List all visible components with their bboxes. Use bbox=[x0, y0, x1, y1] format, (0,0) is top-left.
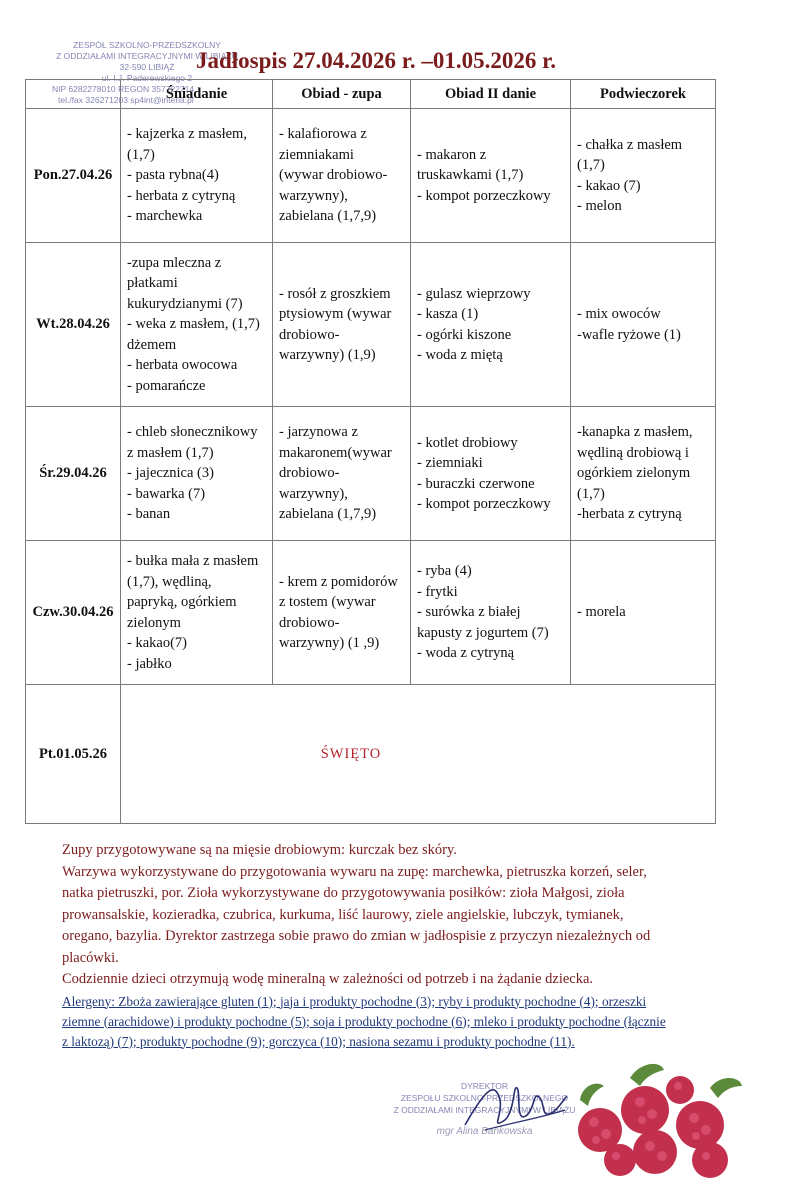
menu-item-line: warzywny), bbox=[279, 485, 348, 502]
soup-cell bbox=[273, 407, 411, 541]
day-cell: Czw.30.04.26 bbox=[26, 541, 121, 685]
snack-cell bbox=[571, 243, 716, 407]
header-breakfast: Śniadanie bbox=[121, 80, 273, 109]
table-row bbox=[26, 541, 716, 685]
menu-item-line: - ryba (4) bbox=[417, 563, 472, 580]
menu-item-line: -kanapka z masłem, bbox=[577, 424, 693, 441]
menu-item-line: (1,7), wędliną, bbox=[127, 573, 212, 590]
menu-item-line: - kalafiorowa z bbox=[279, 126, 367, 143]
menu-item-line: - woda z miętą bbox=[417, 347, 503, 363]
menu-item-line: - krem z pomidorów bbox=[279, 573, 398, 590]
menu-item-line: makaronem(wywar bbox=[279, 444, 392, 461]
menu-item-line: - makaron z bbox=[417, 146, 487, 163]
menu-item-line: - bułka mała z masłem bbox=[127, 553, 259, 569]
menu-item-line: - jabłko bbox=[127, 655, 172, 672]
table-row bbox=[26, 243, 716, 407]
menu-item-line: - weka z masłem, (1,7) bbox=[127, 316, 260, 333]
menu-item-line: truskawkami (1,7) bbox=[417, 167, 524, 184]
snack-cell bbox=[571, 109, 716, 243]
menu-item-line: ogórkiem zielonym bbox=[577, 465, 691, 482]
main-course-cell bbox=[411, 407, 571, 541]
stamp-line: 32-590 LIBIĄŻ bbox=[119, 62, 175, 72]
menu-item-line: z masłem (1,7) bbox=[127, 444, 214, 461]
day-cell: Pt.01.05.26 bbox=[26, 685, 121, 824]
menu-item-line: kapusty z jogurtem (7) bbox=[417, 624, 549, 641]
snack-cell bbox=[571, 407, 716, 541]
menu-item-line: - kajzerka z masłem, bbox=[127, 126, 247, 143]
director-stamp-line: ZESPOŁU SZKOLNO-PRZEDSZKOLNEGO bbox=[400, 1093, 569, 1103]
table-row-holiday bbox=[26, 685, 716, 824]
menu-item-line: - chałka z masłem bbox=[577, 136, 683, 153]
breakfast-cell bbox=[121, 243, 273, 407]
header-soup: Obiad - zupa bbox=[273, 80, 411, 109]
notes bbox=[62, 840, 667, 1052]
menu-item-line: (1,7) bbox=[577, 485, 605, 502]
menu-item-line: - kasza (1) bbox=[417, 306, 479, 322]
header-snack: Podwieczorek bbox=[571, 80, 716, 109]
menu-item-line: - bawarka (7) bbox=[127, 485, 206, 502]
menu-item-line: drobiowo- bbox=[279, 614, 340, 631]
header-main-course: Obiad II danie bbox=[411, 80, 571, 109]
menu-item-line: zielonym bbox=[127, 614, 181, 631]
menu-item-line: - kompot porzeczkowy bbox=[417, 496, 551, 512]
main-course-cell bbox=[411, 541, 571, 685]
menu-item-line: drobiowo- bbox=[279, 326, 340, 343]
stamp-line: tel./fax 326271203 sp4int@interia.pl bbox=[58, 95, 194, 105]
menu-item-line: - herbata owocowa bbox=[127, 357, 238, 374]
menu-item-line: wędliną drobiową i bbox=[577, 444, 689, 461]
breakfast-cell bbox=[121, 541, 273, 685]
stamp-line: Z ODDZIAŁAMI INTEGRACYJNYMI W LIBIĄŻU bbox=[56, 51, 238, 61]
stamp-line: NIP 6282278010 REGON 357722714 bbox=[52, 84, 195, 94]
menu-item-line: - buraczki czerwone bbox=[417, 475, 535, 492]
menu-item-line: ziemniakami bbox=[279, 146, 354, 163]
menu-item-line: - jarzynowa z bbox=[279, 424, 358, 441]
stamp-line: ul. I.J. Paderewskiego 2 bbox=[101, 73, 193, 83]
menu-item-line: - herbata z cytryną bbox=[127, 187, 236, 204]
menu-item-line: płatkami bbox=[127, 275, 178, 292]
table-row bbox=[26, 407, 716, 541]
note-ingredients: Warzywa wykorzystywane do przygotowania wywaru na zupę: marchewka, pietruszka korzeń, seler, natka pietruszki, por. Zioła wykorzystywane do przygotowywania posiłków: zioła Małgosi, zioła prowansalskie, kozieradka, czubrica, kurkuma, liść laurowy, ziele angielskie, lubczyk, tymianek, oregano, bazylia. Dyrektor zastrzega sobie prawo do zmian w jadłospisie z przyczyn niezależnych od placówki. bbox=[62, 863, 651, 966]
menu-item-line: -wafle ryżowe (1) bbox=[577, 326, 681, 343]
note-soups: Zupy przygotowywane są na mięsie drobiowym: kurczak bez skóry. bbox=[62, 842, 457, 858]
menu-item-line: -herbata z cytryną bbox=[577, 506, 682, 523]
menu-item-line: (1,7) bbox=[577, 157, 605, 173]
menu-item-line: ptysiowym (wywar bbox=[279, 306, 392, 322]
snack-cell bbox=[571, 541, 716, 685]
menu-item-line: - melon bbox=[577, 198, 622, 214]
menu-item-line: papryką, ogórkiem bbox=[127, 594, 237, 610]
menu-item-line: - jajecznica (3) bbox=[127, 465, 214, 482]
menu-item-line: - surówka z białej bbox=[417, 604, 521, 621]
menu-title: Jadłospis 27.04.2026 r. –01.05.2026 r. bbox=[196, 48, 556, 73]
main-course-cell bbox=[411, 243, 571, 407]
menu-item-line: - frytki bbox=[417, 583, 458, 600]
table-row bbox=[26, 109, 716, 243]
menu-item-line: - kakao(7) bbox=[127, 635, 187, 651]
day-cell: Śr.29.04.26 bbox=[26, 407, 121, 541]
menu-item-line: - rosół z groszkiem bbox=[279, 285, 391, 302]
header-day bbox=[26, 80, 121, 109]
menu-item-line: zabielana (1,7,9) bbox=[279, 506, 377, 523]
menu-item-line: - morela bbox=[577, 604, 626, 621]
menu-item-line: warzywny), bbox=[279, 187, 348, 204]
soup-cell bbox=[273, 109, 411, 243]
menu-item-line: - mix owoców bbox=[577, 306, 661, 322]
signature-icon bbox=[455, 1070, 575, 1140]
menu-item-line: warzywny) (1,9) bbox=[279, 347, 376, 363]
allergens-list: Alergeny: Zboża zawierające gluten (1); jaja i produkty pochodne (3); ryby i produkty pochodne (4); orzeszki ziemne (arachidowe) i produkty pochodne (5); soja i produkty pochodne (6); mleko i produkty pochodne (łącznie z laktozą) (7); produkty pochodne (9); gorczyca (10); nasiona sezamu i produkty pochodne (11). bbox=[62, 993, 666, 1049]
menu-item-line: - banan bbox=[127, 506, 171, 523]
menu-item-line: z tostem (wywar bbox=[279, 594, 376, 610]
menu-item-line: dżemem bbox=[127, 336, 177, 353]
menu-item-line: drobiowo- bbox=[279, 465, 340, 482]
menu-item-line: - gulasz wieprzowy bbox=[417, 285, 531, 302]
raspberry-icon bbox=[560, 1060, 750, 1180]
menu-item-line: warzywny) (1 ,9) bbox=[279, 635, 380, 651]
menu-item-line: - pomarańcze bbox=[127, 377, 206, 394]
menu-item-line: - kompot porzeczkowy bbox=[417, 187, 551, 204]
menu-item-line: -zupa mleczna z bbox=[127, 254, 222, 271]
holiday-label: ŚWIĘTO bbox=[121, 685, 716, 824]
menu-item-line: (1,7) bbox=[127, 146, 155, 163]
stamp-line: ZESPÓŁ SZKOLNO-PRZEDSZKOLNY bbox=[73, 40, 221, 50]
menu-item-line: - pasta rybna(4) bbox=[127, 167, 219, 184]
header-row bbox=[26, 80, 716, 109]
day-cell: Wt.28.04.26 bbox=[26, 243, 121, 407]
menu-item-line: - woda z cytryną bbox=[417, 645, 515, 662]
breakfast-cell bbox=[121, 109, 273, 243]
director-stamp-line: Z ODDZIAŁAMI INTEGRACYJNYMI W LIBIĄŻU bbox=[393, 1105, 576, 1115]
menu-item-line: - ziemniaki bbox=[417, 455, 483, 471]
breakfast-cell bbox=[121, 407, 273, 541]
soup-cell bbox=[273, 243, 411, 407]
menu-item-line: - kotlet drobiowy bbox=[417, 434, 518, 451]
note-water: Codziennie dzieci otrzymują wodę mineralną w zależności od potrzeb i na żądanie dziecka. bbox=[62, 971, 594, 987]
menu-table bbox=[25, 79, 716, 824]
main-course-cell bbox=[411, 109, 571, 243]
menu-item-line: - marchewka bbox=[127, 208, 203, 225]
soup-cell bbox=[273, 541, 411, 685]
menu-item-line: zabielana (1,7,9) bbox=[279, 208, 377, 225]
menu-item-line: (wywar drobiowo- bbox=[279, 167, 388, 184]
director-name: mgr Alina Bańkowska bbox=[436, 1126, 533, 1137]
day-cell: Pon.27.04.26 bbox=[26, 109, 121, 243]
menu-item-line: - ogórki kiszone bbox=[417, 326, 512, 343]
menu-item-line: kukurydzianymi (7) bbox=[127, 295, 243, 312]
menu-item-line: - kakao (7) bbox=[577, 177, 641, 194]
director-role: DYREKTOR bbox=[460, 1081, 509, 1091]
menu-item-line: - chleb słonecznikowy bbox=[127, 424, 258, 441]
